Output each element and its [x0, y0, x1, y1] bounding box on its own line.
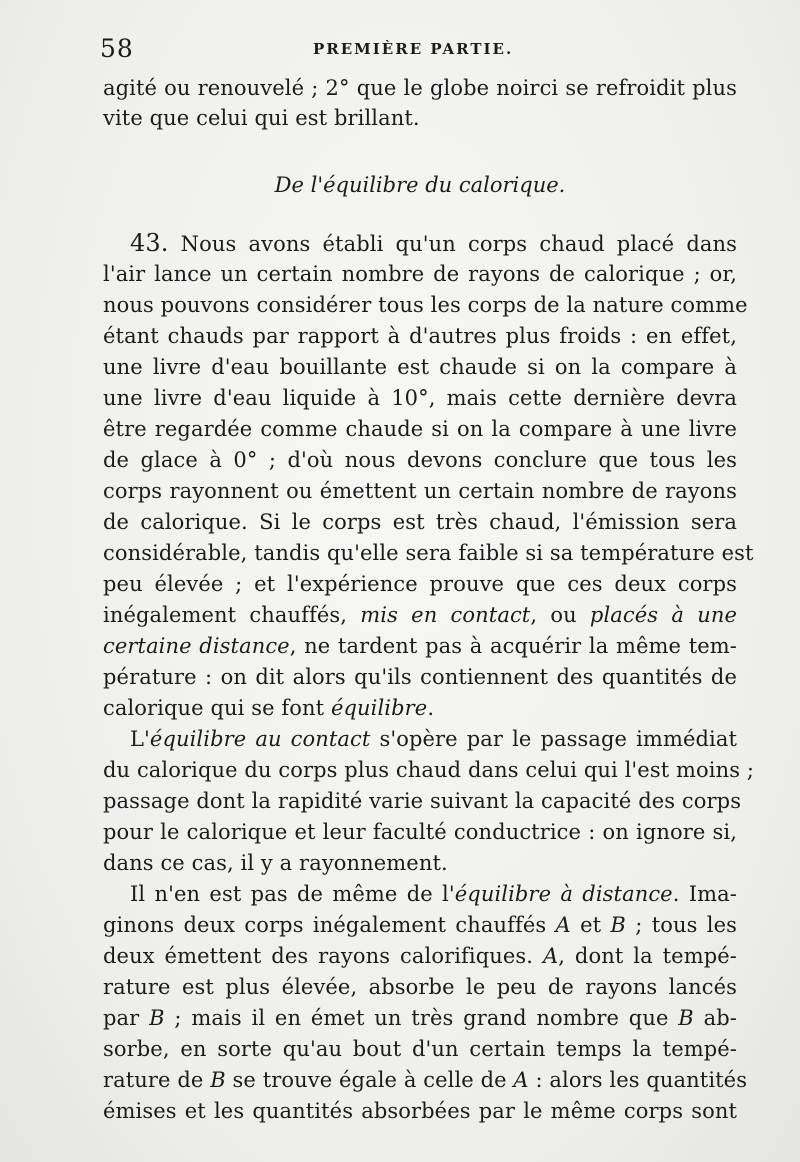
italic-letter: A [542, 944, 559, 968]
italic-letter: B [610, 913, 626, 937]
italic-phrase: équilibre à distance [454, 882, 673, 906]
text-span: calorique qui se font [103, 696, 331, 720]
page-number: 58 [100, 34, 134, 63]
text-line: être regardée comme chaude si on la compare à une livre [103, 417, 737, 441]
text-line: corps rayonnent ou émettent un certain nombre de rayons [103, 479, 737, 503]
text-span: ab- [693, 1006, 737, 1030]
text-span: par [103, 1006, 150, 1030]
italic-letter: B [210, 1068, 226, 1092]
text-line: émises et les quantités absorbées par le même corps sont [103, 1099, 737, 1123]
italic-phrase: mis en contact [360, 603, 531, 627]
text-line [103, 910, 737, 940]
text-line: pour le calorique et leur faculté conductrice : on ignore si, [103, 820, 737, 844]
italic-phrase: placés à une [589, 603, 737, 627]
italic-letter: A [513, 1068, 529, 1092]
text-span: : alors les quantités [528, 1068, 748, 1092]
text-line [103, 941, 737, 971]
text-line: dans ce cas, il y a rayonnement. [103, 851, 448, 875]
text-span: rature de [103, 1068, 211, 1092]
text-span: ginons deux corps inégalement chauffés [103, 913, 556, 937]
paragraph-number: 43. [130, 229, 169, 257]
text-span: L' [130, 727, 150, 751]
text-line [130, 724, 737, 754]
text-line: du calorique du corps plus chaud dans celui qui l'est moins ; [103, 758, 755, 782]
text-span: Il n'en est pas de même de l' [130, 882, 455, 906]
section-heading: De l'équilibre du calorique. [274, 173, 566, 197]
text-line: sorbe, en sorte qu'au bout d'un certain temps la tempé- [103, 1037, 737, 1061]
text-line: peu élevée ; et l'expérience prouve que ces deux corps [103, 572, 737, 596]
text-line: une livre d'eau bouillante est chaude si on la compare à [103, 355, 737, 379]
text-span: . Ima- [672, 882, 737, 906]
italic-letter: B [678, 1006, 694, 1030]
text-line: nous pouvons considérer tous les corps de la nature comme [103, 293, 748, 317]
page-header [100, 34, 740, 64]
italic-letter: B [149, 1006, 165, 1030]
text-line [103, 1003, 737, 1033]
text-line: considérable, tandis qu'elle sera faible si sa température est [103, 541, 754, 565]
text-span: . [427, 696, 435, 720]
text-span: ; tous les [625, 913, 737, 937]
text-line: de glace à 0° ; d'où nous devons conclure que tous les [103, 448, 737, 472]
text-span: , dont la tempé- [558, 944, 737, 968]
text-line: pérature : on dit alors qu'ils contiennent des quantités de [103, 665, 737, 689]
text-line: étant chauds par rapport à d'autres plus froids : en effet, [103, 324, 737, 348]
text-line: une livre d'eau liquide à 10°, mais cette dernière devra [103, 386, 737, 410]
text-span: deux émettent des rayons calorifiques. [103, 944, 543, 968]
text-span: s'opère par le passage immédiat [370, 727, 738, 751]
text-span: et [570, 913, 611, 937]
running-head: PREMIÈRE PARTIE. [313, 40, 514, 58]
text-line: l'air lance un certain nombre de rayons de calorique ; or, [103, 262, 737, 286]
text-span: inégalement chauffés, [103, 603, 361, 627]
italic-phrase: certaine distance [103, 634, 290, 658]
text-line: rature est plus élevée, absorbe le peu de rayons lancés [103, 975, 737, 999]
text-line [130, 879, 737, 909]
text-span: ; mais il en émet un très grand nombre que [164, 1006, 679, 1030]
text-span: , ou [530, 603, 590, 627]
text-span: , ne tardent pas à acquérir la même tem- [289, 634, 737, 658]
text-line [103, 1065, 748, 1095]
text-line [103, 631, 737, 661]
text-span: se trouve égale à celle de [225, 1068, 514, 1092]
italic-phrase: équilibre au contact [149, 727, 371, 751]
text-line: passage dont la rapidité varie suivant la capacité des corps [103, 789, 742, 813]
paragraph-first-line [130, 228, 737, 259]
text-line: vite que celui qui est brillant. [103, 106, 420, 130]
italic-phrase: équilibre [330, 696, 428, 720]
text-line: agité ou renouvelé ; 2° que le globe noirci se refroidit plus [103, 76, 737, 100]
text-span: Nous avons établi qu'un corps chaud placé dans [168, 232, 737, 256]
text-line [103, 600, 737, 630]
italic-letter: A [555, 913, 571, 937]
text-line: de calorique. Si le corps est très chaud, l'émission sera [103, 510, 737, 534]
text-line [103, 693, 737, 723]
